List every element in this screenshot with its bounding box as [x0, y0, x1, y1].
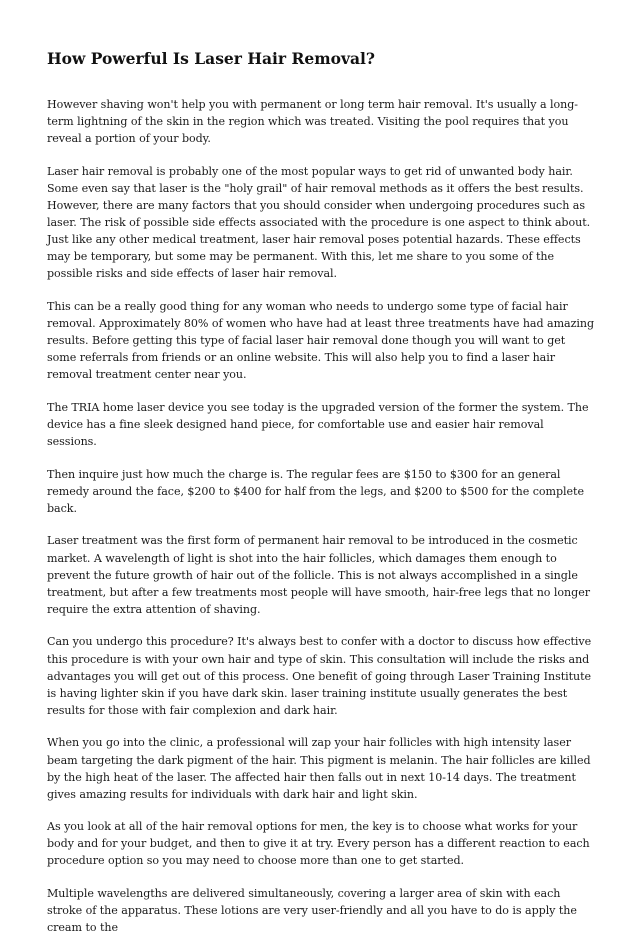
paragraph: However shaving won't help you with permanent or long term hair removal. It's usually a long-term lightning of the skin in the region which was treated. Visiting the pool requires that you reveal a portion of your body. — [47, 98, 578, 146]
paragraph: As you look at all of the hair removal options for men, the key is to choose what works for your body and for your budget, and then to give it at try. Every person has a different reaction to each procedure option so you may need to choose more than one to get started. — [47, 820, 590, 868]
paragraph: Laser hair removal is probably one of the most popular ways to get rid of unwanted body hair. Some even say that laser is the "holy grail" of hair removal methods as it offers the best results. However, there are many factors that you should consider when undergoing procedures such as laser. The risk of possible side effects associated with the procedure is one aspect to think about. Just like any other medical treatment, laser hair removal poses potential hazards. These effects may be temporary, but some may be permanent. With this, let me share to you some of the possible risks and side effects of laser hair removal. — [47, 164, 591, 281]
paragraph: Multiple wavelengths are delivered simultaneously, covering a larger area of skin with each stroke of the apparatus. These lotions are very user-friendly and all you have to do is apply the cream to the — [47, 887, 577, 935]
document-title: How Powerful Is Laser Hair Removal? — [47, 49, 375, 68]
paragraph: When you go into the clinic, a professional will zap your hair follicles with high intensity laser beam targeting the dark pigment of the hair. This pigment is melanin. The hair follicles are killed by the high heat of the laser. The affected hair then falls out in next 10-14 days. The treatment gives amazing results for individuals with dark hair and light skin. — [47, 736, 591, 801]
paragraph: Laser treatment was the first form of permanent hair removal to be introduced in the cosmetic market. A wavelength of light is shot into the hair follicles, which damages them enough to prevent the future growth of hair out of the follicle. This is not always accomplished in a single treatment, but after a few treatments most people will have smooth, hair-free legs that no longer require the extra attention of shaving. — [47, 534, 590, 616]
paragraph: This can be a really good thing for any woman who needs to undergo some type of facial hair removal. Approximately 80% of women who have had at least three treatments have had amazing results. Before getting this type of facial laser hair removal done though you will want to get some referrals from friends or an online website. This will also help you to find a laser hair removal treatment center near you. — [47, 299, 595, 382]
paragraph: Can you undergo this procedure? It's always best to confer with a doctor to discuss how effective this procedure is with your own hair and type of skin. This consultation will include the risks and advantages you will get out of this process. One benefit of going through Laser Training Institute is having lighter skin if you have dark skin. laser training institute usually generates the best results for those with fair complexion and dark hair. — [47, 635, 592, 717]
document-page — [47, 48, 596, 952]
paragraph: Then inquire just how much the charge is. The regular fees are $150 to $300 for an general remedy around the face, $200 to $400 for half from the legs, and $200 to $500 for the complete back. — [47, 467, 584, 515]
paragraph: The TRIA home laser device you see today is the upgraded version of the former the system. The device has a fine sleek designed hand piece, for comfortable use and easier hair removal sessions. — [47, 400, 589, 449]
